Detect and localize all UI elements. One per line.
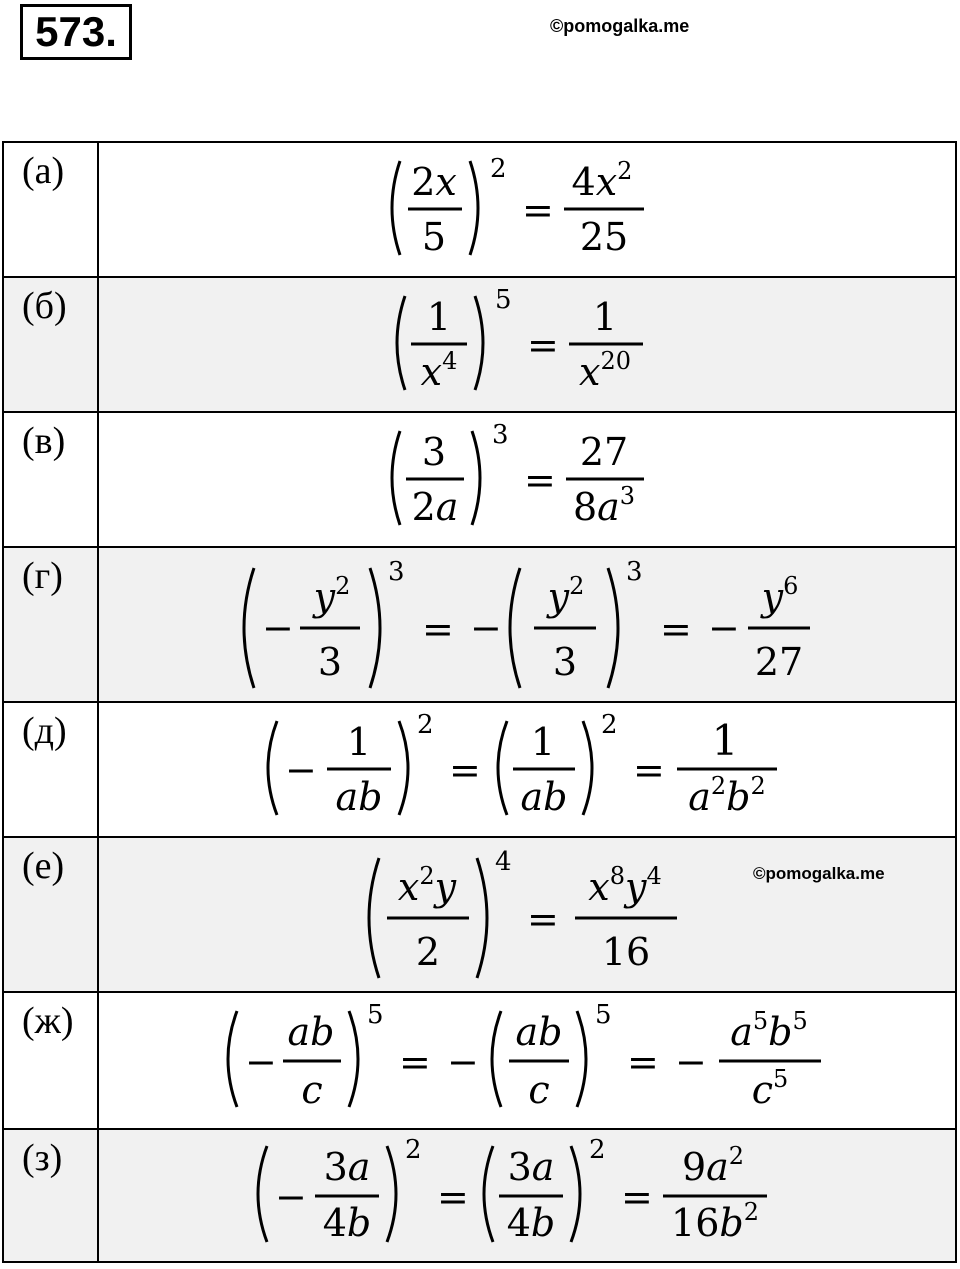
watermark: ©pomogalka.me xyxy=(550,16,690,36)
svg-text:2: 2 xyxy=(589,1135,606,1165)
equation xyxy=(217,993,837,1125)
equation-cell xyxy=(98,412,956,547)
svg-text:x8y4: $x^8y^4$ xyxy=(588,862,662,909)
svg-text:3a: 3a xyxy=(507,1145,555,1189)
table-row xyxy=(3,142,956,277)
svg-text:1: 1 xyxy=(346,720,372,764)
svg-text:5: 5 xyxy=(595,1000,612,1030)
equation xyxy=(232,548,822,698)
svg-text:2: 2 xyxy=(490,154,507,184)
svg-text:−: − xyxy=(275,1175,307,1219)
svg-text:−: − xyxy=(262,606,294,650)
svg-text:=: = xyxy=(422,607,454,651)
equation xyxy=(382,413,672,543)
table-row xyxy=(3,1129,956,1262)
svg-text:2: 2 xyxy=(417,710,434,740)
svg-text:y2: $y^2$ xyxy=(547,572,585,619)
svg-text:2: 2 xyxy=(415,930,441,974)
svg-text:=: = xyxy=(660,607,692,651)
row-label: (е) xyxy=(3,837,98,992)
svg-text:2: 2 xyxy=(601,710,618,740)
svg-text:−: − xyxy=(285,748,317,792)
row-label: (з) xyxy=(3,1129,98,1262)
svg-text:=: = xyxy=(527,897,559,941)
svg-text:4x2: $4x^2$ xyxy=(571,157,633,204)
svg-text:2x: 2x xyxy=(411,160,457,204)
svg-text:=: = xyxy=(527,323,559,367)
equation-cell xyxy=(98,992,956,1129)
svg-text:16: 16 xyxy=(601,930,651,974)
svg-text:4b: 4b xyxy=(506,1201,556,1245)
svg-text:a2b2: $a^2b^2$ xyxy=(688,772,766,819)
svg-text:1: 1 xyxy=(592,295,618,339)
equation-cell xyxy=(98,547,956,702)
svg-text:=: = xyxy=(621,1175,653,1219)
svg-text:=: = xyxy=(627,1040,659,1084)
svg-text:−: − xyxy=(708,606,740,650)
table-row xyxy=(3,412,956,547)
svg-text:1: 1 xyxy=(530,720,556,764)
svg-text:5: 5 xyxy=(495,285,512,315)
table-row xyxy=(3,547,956,702)
svg-text:3: 3 xyxy=(492,420,509,450)
equation-cell xyxy=(98,702,956,883)
svg-text:5: 5 xyxy=(367,1000,384,1030)
equation xyxy=(357,838,697,988)
svg-text:−: − xyxy=(675,1040,707,1084)
row-label: (б) xyxy=(3,277,98,412)
svg-text:−: − xyxy=(470,606,502,650)
svg-text:3: 3 xyxy=(317,640,343,684)
svg-text:27: 27 xyxy=(579,430,629,474)
svg-text:c5: $c^5$ xyxy=(751,1065,789,1112)
svg-text:3: 3 xyxy=(421,430,447,474)
svg-text:ab: ab xyxy=(520,775,568,819)
svg-text:25: 25 xyxy=(579,215,629,259)
svg-text:x20: $x^{20}$ xyxy=(579,347,631,394)
svg-text:=: = xyxy=(437,1175,469,1219)
svg-text:5: 5 xyxy=(421,215,447,259)
svg-text:9a2: $9a^2$ xyxy=(681,1142,745,1189)
svg-text:3: 3 xyxy=(552,640,578,684)
equation-cell xyxy=(98,277,956,412)
svg-text:=: = xyxy=(633,748,665,792)
svg-text:−: − xyxy=(245,1040,277,1084)
svg-text:2: 2 xyxy=(405,1135,422,1165)
svg-text:x4: $x^4$ xyxy=(420,347,458,394)
svg-text:=: = xyxy=(399,1040,431,1084)
equation xyxy=(257,703,797,833)
svg-text:4b: 4b xyxy=(322,1201,372,1245)
svg-text:a5b5: $a^5b^5$ xyxy=(730,1007,808,1054)
svg-text:=: = xyxy=(449,748,481,792)
svg-text:c: c xyxy=(528,1068,550,1112)
svg-text:4: 4 xyxy=(495,847,512,877)
svg-text:16b2: $16b^2$ xyxy=(671,1198,759,1245)
table-row xyxy=(3,702,956,837)
svg-text:ab: ab xyxy=(335,775,383,819)
svg-text:c: c xyxy=(301,1068,323,1112)
svg-text:1: 1 xyxy=(426,295,452,339)
equation xyxy=(247,1130,807,1258)
equation xyxy=(382,143,672,273)
watermark: ©pomogalka.me xyxy=(753,864,885,883)
equation-cell xyxy=(98,837,956,992)
svg-text:y2: $y^2$ xyxy=(313,572,351,619)
svg-text:ab: ab xyxy=(287,1010,335,1054)
row-label: (в) xyxy=(3,412,98,547)
svg-text:3: 3 xyxy=(626,557,643,587)
row-label: (д) xyxy=(3,702,98,837)
svg-text:−: − xyxy=(447,1040,479,1084)
table-row xyxy=(3,277,956,412)
svg-text:=: = xyxy=(524,458,556,502)
row-label: (а) xyxy=(3,142,98,277)
table-row xyxy=(3,992,956,1129)
equation xyxy=(387,278,667,408)
svg-text:27: 27 xyxy=(754,640,804,684)
svg-text:2a: 2a xyxy=(411,485,459,529)
svg-text:3a: 3a xyxy=(323,1145,371,1189)
exercise-number: 573. xyxy=(20,4,132,60)
svg-text:ab: ab xyxy=(515,1010,563,1054)
equation-cell xyxy=(98,142,956,277)
svg-text:1: 1 xyxy=(711,716,739,765)
svg-text:y6: $y^6$ xyxy=(761,572,799,619)
table-row xyxy=(3,837,956,992)
svg-text:x2y: $x^2y$ xyxy=(397,862,457,909)
svg-text:8a3: $8a^3$ xyxy=(572,482,636,529)
equation-cell xyxy=(98,1129,956,1262)
solutions-table xyxy=(2,141,957,1263)
svg-text:3: 3 xyxy=(388,557,405,587)
row-label: (г) xyxy=(3,547,98,702)
row-label: (ж) xyxy=(3,992,98,1129)
svg-text:=: = xyxy=(522,188,554,232)
